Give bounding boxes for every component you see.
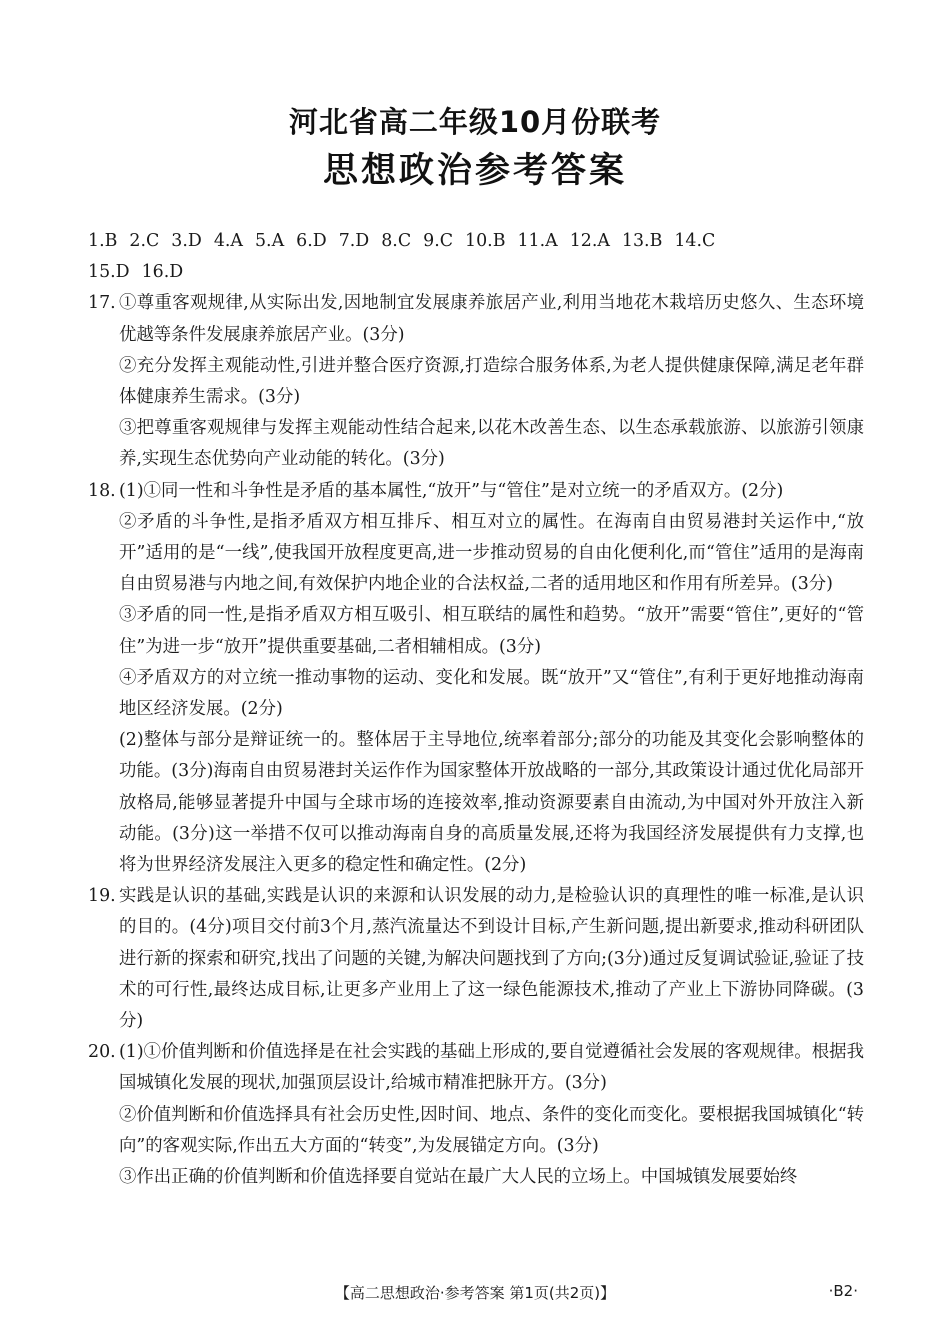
choice-answer: 14.C [674,231,716,251]
answer-paragraph: ②充分发挥主观能动性,引进并整合医疗资源,打造综合服务体系,为老人提供健康保障,满足老年群体健康养生需求。(3分) [119,355,864,408]
choice-answer: 9.C [423,231,454,251]
question-19-answer [88,881,864,1037]
question-17-answer [88,288,864,475]
choice-answer: 1.B [88,231,118,251]
answer-paragraph: ③作出正确的价值判断和价值选择要自觉站在最广大人民的立场上。中国城镇发展要始终 [119,1167,798,1188]
choice-answer: 4.A [213,231,243,251]
answer-key-title: 思想政治参考答案 [322,151,627,191]
choice-answer: 13.B [621,231,663,251]
answer-paragraph: (1)①价值判断和价值选择是在社会实践的基础上形成的,要自觉遵循社会发展的客观规律。根据我国城镇化发展的现状,加强顶层设计,给城市精准把脉开方。(3分) [119,1042,864,1094]
answer-paragraph: 实践是认识的基础,实践是认识的来源和认识发展的动力,是检验认识的真理性的唯一标准,是认识的目的。(4分)项目交付前3个月,蒸汽流量达不到设计目标,产生新问题,提出新要求,推动科研团队进行新的探索和研究,找出了问题的关键,为解决问题找到了方向;(3分)通过反复调试验证,验证了技术的可行性,最终达成目标,让更多产业用上了这一绿色能源技术,推动了产业上下游协同降碳。(3分) [119,886,864,1032]
question-number: 19. [88,886,116,907]
page-footer [0,1282,950,1306]
question-18-answer [88,476,864,882]
choice-answer: 10.B [465,231,506,251]
choice-answer: 2.C [129,231,160,251]
answer-paragraph: (1)①同一性和斗争性是矛盾的基本属性,“放开”与“管住”是对立统一的矛盾双方。(2分) [119,480,784,501]
answer-paragraph: ②矛盾的斗争性,是指矛盾双方相互排斥、相互对立的属性。在海南自由贸易港封关运作中,“放开”适用的是“一线”,使我国开放程度更高,进一步推动贸易的自由化便利化,而“管住”适用的是海南自由贸易港与内地之间,有效保护内地企业的合法权益,二者的适用地区和作用有所差异。(3分) [119,511,864,595]
exam-title: 河北省高二年级10月份联考 [288,105,662,139]
question-20-answer [88,1037,864,1193]
choice-answer: 3.D [171,231,202,251]
choice-answer: 8.C [381,231,412,251]
answer-paragraph: ②价值判断和价值选择具有社会历史性,因时间、地点、条件的变化而变化。要根据我国城镇化“转向”的客观实际,作出五大方面的“转变”,为发展锚定方向。(3分) [119,1104,864,1156]
footer-page-info: 【高二思想政治·参考答案 第1页(共2页)】 [334,1284,616,1302]
choice-answer: 7.D [338,231,370,251]
question-number: 17. [88,293,116,314]
multiple-choice-answers [88,226,864,288]
answer-paragraph: ③把尊重客观规律与发挥主观能动性结合起来,以花木改善生态、以生态承载旅游、以旅游引领康养,实现生态优势向产业动能的转化。(3分) [119,418,864,470]
answer-body [88,226,864,1193]
question-number: 18. [88,480,116,501]
choice-answer: 15.D [88,262,130,283]
choice-answer: 16.D [141,262,184,283]
answer-paragraph: ①尊重客观规律,从实际出发,因地制宜发展康养旅居产业,利用当地花木栽培历史悠久、生态环境优越等条件发展康养旅居产业。(3分) [119,293,864,345]
choice-row-1 [88,226,864,257]
answer-paragraph: ③矛盾的同一性,是指矛盾双方相互吸引、相互联结的属性和趋势。“放开”需要“管住”,更好的“管住”为进一步“放开”提供重要基础,二者相辅相成。(3分) [119,605,864,657]
choice-row-2 [88,257,864,288]
answer-paragraph: ④矛盾双方的对立统一推动事物的运动、变化和发展。既“放开”又“管住”,有利于更好地推动海南地区经济发展。(2分) [119,667,864,720]
choice-answer: 5.A [254,231,285,251]
choice-answer: 11.A [517,231,558,251]
question-number: 20. [88,1042,116,1063]
answer-paragraph: (2)整体与部分是辩证统一的。整体居于主导地位,统率着部分;部分的功能及其变化会影响整体的功能。(3分)海南自由贸易港封关运作作为国家整体开放战略的一部分,其政策设计通过优化局部开放格局,能够显著提升中国与全球市场的连接效率,推动资源要素自由流动,为中国对外开放注入新动能。(3分)这一举措不仅可以推动海南自身的高质量发展,还将为我国经济发展提供有力支撑,也将为世界经济发展注入更多的稳定性和确定性。(2分) [119,730,864,876]
choice-answer: 6.D [296,231,327,251]
choice-answer: 12.A [569,231,610,251]
footer-version-code: ·B2· [828,1282,858,1300]
